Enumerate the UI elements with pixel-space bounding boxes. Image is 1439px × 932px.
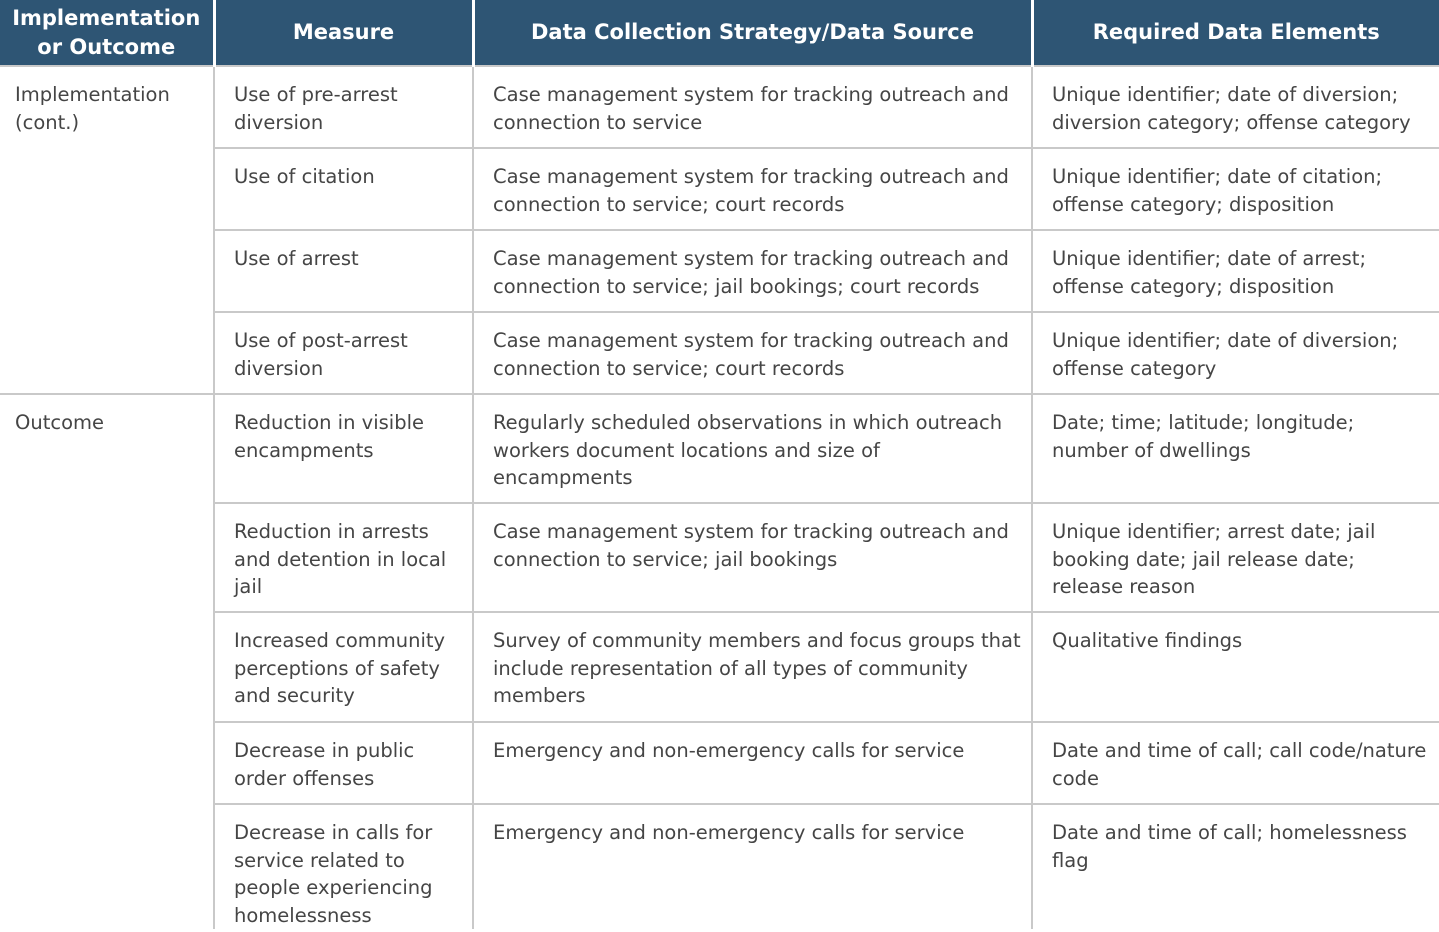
elements-cell: Unique identifier; date of diversion; diversion category; offense category <box>1032 66 1439 148</box>
table-row <box>0 503 1439 612</box>
table-row <box>0 148 1439 230</box>
strategy-cell: Case management system for tracking outreach and connection to service; jail bookings; court records <box>473 230 1032 312</box>
elements-cell: Qualitative findings <box>1032 612 1439 722</box>
table-header <box>0 0 1439 66</box>
strategy-cell: Emergency and non-emergency calls for service <box>473 722 1032 804</box>
elements-cell: Date and time of call; homelessness flag <box>1032 804 1439 929</box>
strategy-cell: Case management system for tracking outreach and connection to service; court records <box>473 148 1032 230</box>
table-row <box>0 230 1439 312</box>
elements-cell: Unique identifier; date of arrest; offense category; disposition <box>1032 230 1439 312</box>
elements-cell: Unique identifier; arrest date; jail booking date; jail release date; release reason <box>1032 503 1439 612</box>
measure-cell: Decrease in calls for service related to people experiencing homelessness <box>214 804 473 929</box>
category-implementation: Implementation (cont.) <box>0 66 214 394</box>
measure-cell: Use of citation <box>214 148 473 230</box>
header-strategy: Data Collection Strategy/Data Source <box>473 0 1032 66</box>
measure-cell: Increased community perceptions of safety and security <box>214 612 473 722</box>
elements-cell: Date and time of call; call code/nature code <box>1032 722 1439 804</box>
strategy-cell: Case management system for tracking outreach and connection to service; jail bookings <box>473 503 1032 612</box>
elements-cell: Unique identifier; date of diversion; offense category <box>1032 312 1439 394</box>
table-row <box>0 312 1439 394</box>
strategy-cell: Case management system for tracking outreach and connection to service; court records <box>473 312 1032 394</box>
measure-cell: Decrease in public order offenses <box>214 722 473 804</box>
table-body <box>0 66 1439 929</box>
header-measure: Measure <box>214 0 473 66</box>
table-row <box>0 394 1439 503</box>
table-row <box>0 804 1439 929</box>
measure-cell: Reduction in visible encampments <box>214 394 473 503</box>
measure-cell: Use of arrest <box>214 230 473 312</box>
header-category: Implementation or Outcome <box>0 0 214 66</box>
table-row <box>0 612 1439 722</box>
strategy-cell: Emergency and non-emergency calls for service <box>473 804 1032 929</box>
elements-cell: Unique identifier; date of citation; offense category; disposition <box>1032 148 1439 230</box>
elements-cell: Date; time; latitude; longitude; number of dwellings <box>1032 394 1439 503</box>
table-row <box>0 722 1439 804</box>
strategy-cell: Regularly scheduled observations in which outreach workers document locations and size of encampments <box>473 394 1032 503</box>
measure-cell: Use of pre-arrest diversion <box>214 66 473 148</box>
measure-cell: Reduction in arrests and detention in local jail <box>214 503 473 612</box>
measure-cell: Use of post-arrest diversion <box>214 312 473 394</box>
category-outcome: Outcome <box>0 394 214 929</box>
strategy-cell: Case management system for tracking outreach and connection to service <box>473 66 1032 148</box>
table-row <box>0 66 1439 148</box>
strategy-cell: Survey of community members and focus groups that include representation of all types of community members <box>473 612 1032 722</box>
header-elements: Required Data Elements <box>1032 0 1439 66</box>
